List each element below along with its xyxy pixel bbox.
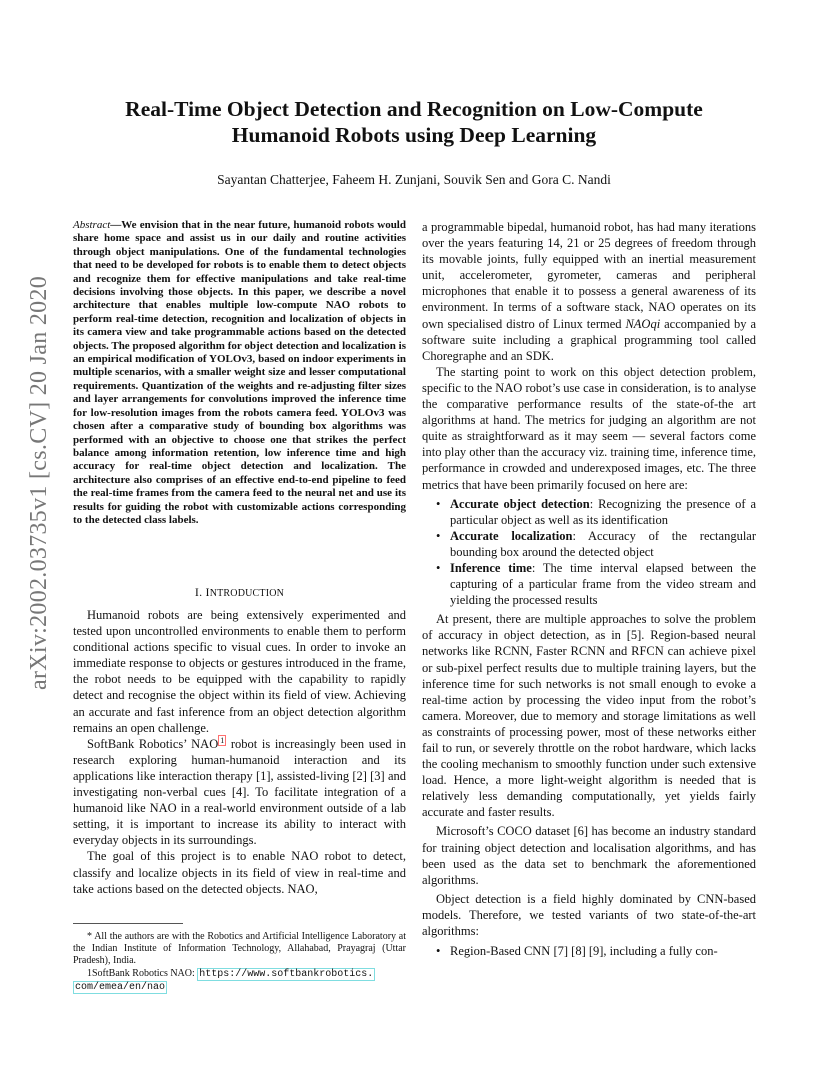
- abstract-text: —We envision that in the near future, humanoid robots would share home space and assist us in our daily and routine activities through object manipulations. One of the fundamental technologies that need to be developed for robots is to enable them to detect objects and recognize them for effective manipulations and take real-time decisions involving those objects. In this paper, we describe a novel architecture that enables multiple low-compute NAO robots to perform real-time detection, recognition and localization of objects in its camera view and take programmable actions based on the detected objects. The proposed algorithm for object detection and localization is an empirical modification of YOLOv3, based on indoor experiments in multiple scenarios, with a smaller weight size and lesser computational requirements. Quantization of the weights and re-adjusting filter sizes and layer arrangements for convolutions improved the inference time for low-resolution images from the robots camera feed. YOLOv3 was chosen after a comparative study of bounding box algorithms was performed with an objective to choose one that strikes the perfect balance among information retention, low inference time and high accuracy for real-time object detection and localization. The architecture also comprises of an effective end-to-end pipeline to feed the real-time frames from the camera feed to the neural net and use its results for guiding the robot with customizable actions corresponding to the detected class labels.: [73, 219, 406, 526]
- bullet-term: Accurate localization: [450, 528, 573, 543]
- section-heading-introduction: [73, 585, 406, 600]
- abstract: [73, 219, 406, 527]
- right-paragraph-5: Object detection is a field highly dominated by CNN-based models. Therefore, we tested variants of two state-of-the-art algorithms:: [422, 891, 756, 939]
- right-paragraph-1: [422, 219, 756, 364]
- bullet-desc: : Accuracy of the rectangular bounding box around the detected object: [450, 528, 756, 559]
- algorithms-list: [422, 943, 756, 959]
- right-p1-start: a programmable bipedal, humanoid robot, has had many iterations over the years featuring 14, 21 or 25 degrees of freedom through its movable joints, fully equipped with an inertial measurement unit, accelerometer, gyrometer, cameras and peripheral microphones that enable it to possess a general awareness of its environment. In terms of a software stack, NAO operates on its own specialised distro of Linux termed: [422, 220, 756, 331]
- list-item: [422, 943, 756, 959]
- abstract-lead: Abstract: [73, 219, 111, 231]
- paper-title: [60, 96, 768, 148]
- intro-p2-rest: robot is increasingly been used in research exploring human-humanoid interaction and its applications like interaction therapy [1], assisted-living [2] [3] and investigating non-verbal cues [4]. To facilitate integration of a humanoid like NAO in a real-world environment outside of a lab setting, it is important to increase its ability to interact with everyday objects in its surroundings.: [73, 736, 406, 848]
- footnote-1: [73, 968, 406, 994]
- right-paragraph-2: The starting point to work on this object detection problem, specific to the NAO robot’s use case in consideration, is to analyse the comparative performance results of the state-of-the art algorithms at hand. The metrics for judging an algorithm are not quite as straightforward as it may seem — several factors come into play other than the accuracy viz. training time, inference time, performance in crowded and underexposed images, etc. The three metrics that have been primarily focused on here are:: [422, 364, 756, 492]
- list-item: [422, 496, 756, 528]
- intro-paragraph-1: Humanoid robots are being extensively experimented and tested upon uncontrolled environments to enable them to perform conditional actions specific to visual cues. In order to invoke an immediate response to objects or gestures introduced in the frame, the robot needs to be equipped with the capability to rapidly detect and recognise the object within its field of view. Achieving an accurate and fast inference from an object detection algorithm remains an open challenge.: [73, 608, 406, 735]
- bullet-icon: •: [436, 560, 441, 575]
- footnote-link-part-1[interactable]: https://www.softbankrobotics.: [199, 968, 374, 980]
- bullet-term: Inference time: [450, 560, 532, 575]
- bullet-desc: : The time interval elapsed between the capturing of a particular frame from the video stream and yielding the processed results: [450, 560, 756, 608]
- author-list: Sayantan Chatterjee, Faheem H. Zunjani, Souvik Sen and Gora C. Nandi: [217, 172, 611, 187]
- intro-paragraph-3: The goal of this project is to enable NAO robot to detect, classify and localize objects in its field of view in real-time and take actions based on the detected objects. NAO,: [73, 849, 406, 896]
- bullet-icon: •: [436, 496, 441, 511]
- right-paragraph-3: At present, there are multiple approaches to solve the problem of accuracy in object detection, as in [5]. Region-based neural networks like RCNN, Faster RCNN and RFCN can achieve pixel or sub-pixel perfect results due to multiple training layers, but the inference time for such networks is not small enough to evoke a real-time action by processing the video input from the robot’s camera. Moreover, due to memory and storage limitations as well as constraints of processing power, most of these networks either fail to run, or severely throttle on the robot hardware, which lacks the cooling mechanism to smoothly function under such extensive load. Hence, a more light-weight algorithm is needed that is relatively less demanding computationally, yet yields fairly accurate and faster results.: [422, 612, 756, 820]
- right-column: [422, 219, 756, 959]
- footnote-affiliation: * All the authors are with the Robotics and Artificial Intelligence Laboratory at the Indian Institute of Information Technology, Allahabad, Prayagraj (Uttar Pradesh), India.: [73, 931, 406, 967]
- bullet-icon: •: [436, 944, 441, 959]
- intro-paragraph-2: [73, 736, 406, 849]
- metrics-list: [422, 496, 756, 609]
- intro-p2-start: SoftBank Robotics’ NAO: [87, 736, 219, 751]
- naoqi-term: NAOqi: [625, 316, 661, 331]
- footnote-link-part-2[interactable]: com/emea/en/nao: [75, 981, 166, 993]
- section-title: NTRODUCTION: [209, 588, 285, 599]
- list-item: [422, 560, 756, 608]
- intro-body: [73, 607, 406, 897]
- section-number: I. I: [194, 585, 210, 599]
- right-paragraph-4: Microsoft’s COCO dataset [6] has become an industry standard for training object detection and localisation algorithms, and has been used as the data set to benchmark the aforementioned algorithms.: [422, 824, 756, 887]
- footnote-marker[interactable]: 1: [220, 735, 225, 745]
- footnote-1-label: 1SoftBank Robotics NAO:: [87, 967, 198, 979]
- footnotes: [73, 931, 406, 994]
- bullet-term: Accurate object detection: [450, 496, 590, 511]
- right-p1-end: accompanied by a software suite including a graphical programming tool called Choregraphe and an SDK.: [422, 316, 756, 363]
- list-item: [422, 528, 756, 560]
- arxiv-stamp: arXiv:2002.03735v1 [cs.CV] 20 Jan 2020: [26, 275, 52, 690]
- bullet-desc: Region-Based CNN [7] [8] [9], including a fully con-: [450, 944, 718, 959]
- bullet-desc: : Recognizing the presence of a particular object as well as its identification: [450, 496, 756, 527]
- footnote-rule: [73, 923, 183, 924]
- bullet-icon: •: [436, 528, 441, 543]
- title-line-1: Real-Time Object Detection and Recognition on Low-Compute: [125, 97, 703, 121]
- title-line-2: Humanoid Robots using Deep Learning: [231, 123, 597, 147]
